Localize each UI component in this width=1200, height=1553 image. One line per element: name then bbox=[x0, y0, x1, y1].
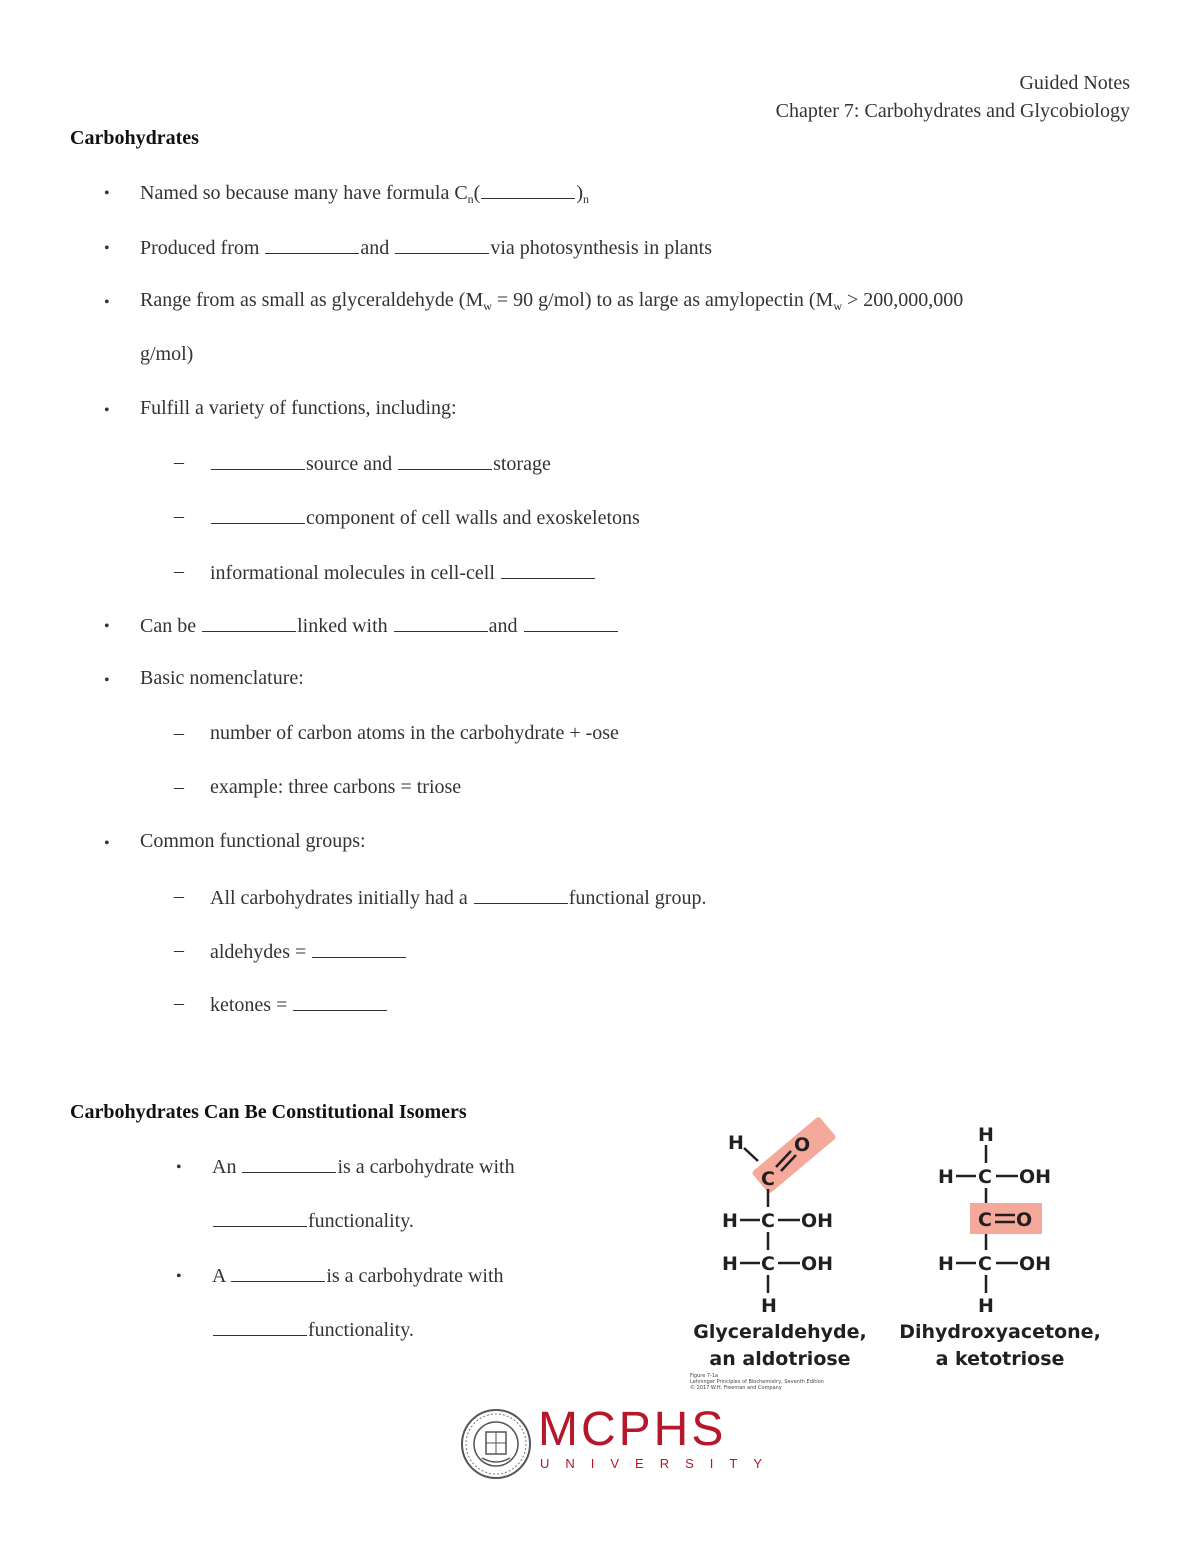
bullet-icon: • bbox=[104, 402, 110, 419]
atom-label: C bbox=[978, 1253, 992, 1275]
list-item-continuation: functionality. bbox=[212, 1317, 414, 1342]
fill-in-blank[interactable] bbox=[293, 992, 387, 1011]
dash-icon: – bbox=[174, 560, 184, 582]
sub-list-item: number of carbon atoms in the carbohydrate + -ose bbox=[210, 722, 619, 744]
atom-label: H bbox=[938, 1253, 954, 1275]
atom-label: C bbox=[978, 1166, 992, 1188]
atom-label: OH bbox=[801, 1253, 834, 1275]
bullet-icon: • bbox=[176, 1268, 182, 1285]
section-title-constitutional-isomers: Carbohydrates Can Be Constitutional Isomers bbox=[70, 1101, 467, 1123]
sub-list-item: aldehydes = bbox=[210, 939, 407, 964]
university-seal-icon bbox=[460, 1408, 532, 1480]
fill-in-blank[interactable] bbox=[265, 235, 359, 254]
atom-label: OH bbox=[801, 1210, 834, 1232]
atom-label: O bbox=[794, 1134, 811, 1156]
dihydroxyacetone-caption: Dihydroxyacetone, a ketotriose bbox=[899, 1321, 1101, 1370]
atom-label: H bbox=[761, 1295, 777, 1315]
sub-list-item: component of cell walls and exoskeletons bbox=[210, 505, 640, 530]
sub-list-item: example: three carbons = triose bbox=[210, 776, 462, 798]
fill-in-blank[interactable] bbox=[501, 560, 595, 579]
list-item-continuation: g/mol) bbox=[140, 343, 194, 365]
list-item: Basic nomenclature: bbox=[140, 667, 304, 689]
atom-label: H bbox=[722, 1210, 738, 1232]
list-item: Common functional groups: bbox=[140, 830, 366, 852]
list-item: Range from as small as glyceraldehyde ($M_w = 90$ g/mol) to as large as amylopectin ($M_w > 200,000,000$ bbox=[140, 289, 964, 313]
fill-in-blank[interactable] bbox=[231, 1263, 325, 1282]
bullet-icon: • bbox=[104, 240, 110, 257]
dash-icon: – bbox=[174, 722, 184, 744]
atom-label: C bbox=[761, 1168, 775, 1190]
glyceraldehyde-caption: Glyceraldehyde, an aldotriose bbox=[693, 1321, 867, 1370]
dash-icon: – bbox=[174, 505, 184, 527]
list-item: A is a carbohydrate with bbox=[212, 1265, 504, 1287]
logo-subtitle: UNIVERSITY bbox=[540, 1456, 779, 1471]
logo-wordmark: MCPHS bbox=[538, 1403, 727, 1456]
header-guided-notes: Guided Notes bbox=[1019, 72, 1130, 94]
list-item-continuation: functionality. bbox=[212, 1208, 414, 1233]
fill-in-blank[interactable] bbox=[213, 1317, 307, 1336]
list-item: Can be linked with and bbox=[140, 613, 619, 638]
list-item: Named so because many have formula $C_n$( )$_n$ bbox=[140, 182, 590, 206]
atom-label: H bbox=[978, 1124, 994, 1146]
dash-icon: – bbox=[174, 776, 184, 798]
fill-in-blank[interactable] bbox=[481, 180, 575, 199]
triose-structures-figure bbox=[690, 1115, 1120, 1415]
fill-in-blank[interactable] bbox=[312, 939, 406, 958]
atom-label: H bbox=[938, 1166, 954, 1188]
bullet-icon: • bbox=[104, 294, 110, 311]
header-chapter-title: Chapter 7: Carbohydrates and Glycobiology bbox=[775, 100, 1130, 122]
fill-in-blank[interactable] bbox=[524, 613, 618, 632]
sub-list-item: source and storage bbox=[210, 451, 551, 476]
fill-in-blank[interactable] bbox=[213, 1208, 307, 1227]
mcphs-logo bbox=[460, 1403, 779, 1484]
list-item: Produced from and via photosynthesis in plants bbox=[140, 237, 712, 259]
structure-drawing bbox=[690, 1115, 1120, 1315]
bullet-icon: • bbox=[104, 835, 110, 852]
fill-in-blank[interactable] bbox=[394, 613, 488, 632]
dash-icon: – bbox=[174, 992, 184, 1014]
atom-label: C bbox=[978, 1209, 992, 1231]
atom-label: H bbox=[722, 1253, 738, 1275]
dash-icon: – bbox=[174, 885, 184, 907]
bullet-icon: • bbox=[104, 618, 110, 635]
fill-in-blank[interactable] bbox=[474, 885, 568, 904]
fill-in-blank[interactable] bbox=[398, 451, 492, 470]
figure-credit: Figure 7-1a Lehninger Principles of Biochemistry, Seventh Edition © 2017 W.H. Freeman and Company bbox=[690, 1373, 824, 1391]
atom-label: OH bbox=[1019, 1253, 1052, 1275]
sub-list-item: ketones = bbox=[210, 992, 388, 1017]
atom-label: H bbox=[978, 1295, 994, 1315]
atom-label: O bbox=[1016, 1209, 1033, 1231]
sub-list-item: informational molecules in cell-cell bbox=[210, 560, 596, 585]
atom-label: H bbox=[728, 1132, 744, 1154]
list-item: An is a carbohydrate with bbox=[212, 1156, 515, 1178]
bullet-icon: • bbox=[104, 185, 110, 202]
fill-in-blank[interactable] bbox=[202, 613, 296, 632]
fill-in-blank[interactable] bbox=[242, 1154, 336, 1173]
atom-label: C bbox=[761, 1253, 775, 1275]
dash-icon: – bbox=[174, 451, 184, 473]
bullet-icon: • bbox=[176, 1159, 182, 1176]
dash-icon: – bbox=[174, 939, 184, 961]
bullet-icon: • bbox=[104, 672, 110, 689]
list-item: Fulfill a variety of functions, including: bbox=[140, 397, 457, 419]
fill-in-blank[interactable] bbox=[395, 235, 489, 254]
atom-label: C bbox=[761, 1210, 775, 1232]
fill-in-blank[interactable] bbox=[211, 505, 305, 524]
sub-list-item: All carbohydrates initially had a functional group. bbox=[210, 887, 707, 909]
atom-label: OH bbox=[1019, 1166, 1052, 1188]
section-title-carbohydrates: Carbohydrates bbox=[70, 127, 199, 149]
fill-in-blank[interactable] bbox=[211, 451, 305, 470]
